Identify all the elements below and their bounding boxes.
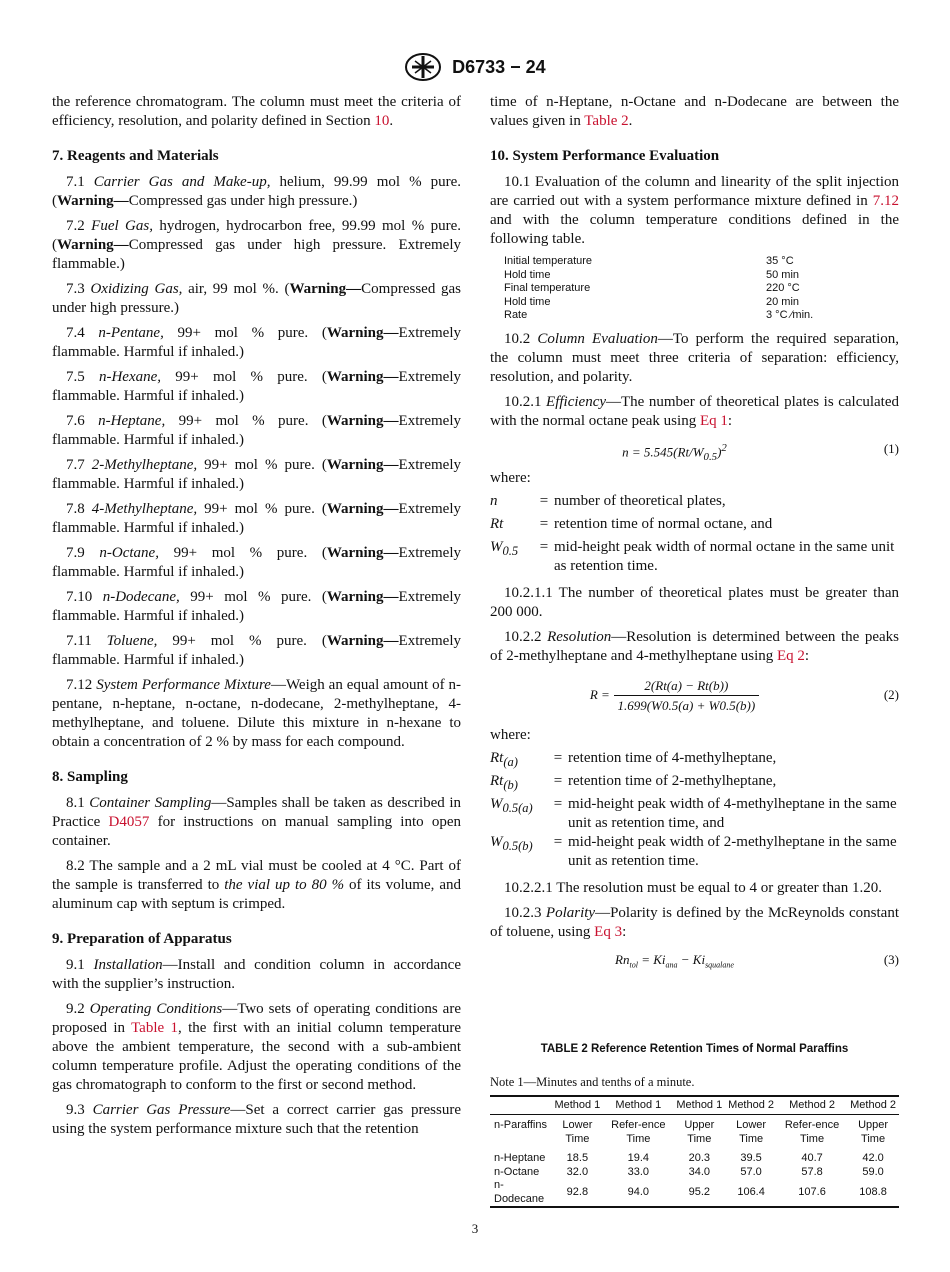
definition-symbol: $W_{0.5(b)}$ bbox=[490, 833, 533, 853]
reagent-item: 7.1 Carrier Gas and Make-up, helium, 99.99 mol % pure. (Warning—Compressed gas under high pressure.) bbox=[52, 174, 461, 209]
section-7-heading: 7. Reagents and Materials bbox=[52, 148, 219, 164]
condition-row bbox=[504, 309, 899, 323]
definition-row: $W_{0.5(a)}$ = mid-height peak width of 4-methylheptane in the same unit as retention time, and bbox=[490, 795, 899, 833]
warning-label: Warning— bbox=[326, 589, 399, 605]
paragraph-10-2-1-1: 10.2.1.1 The number of theoretical plates must be greater than 200 000. bbox=[490, 584, 899, 620]
paragraph-10-2-1: 10.2.1 Efficiency—The number of theoretical plates is calculated with the normal octane peak using Eq 1: bbox=[490, 393, 899, 429]
condition-label: Hold time bbox=[504, 268, 551, 281]
condition-label: Initial temperature bbox=[504, 255, 593, 267]
equation-2-number: (2) bbox=[883, 686, 899, 702]
paragraph-9-2: 9.2 Operating Conditions—Two sets of operating conditions are proposed in Table 1, the first with an initial column temperature above the ambient temperature, the second with a sub-ambient column temperature profile. Adjust the operating conditions of the gas chromatograph to conform to the first or second method. bbox=[52, 1001, 461, 1093]
condition-label: Final temperature bbox=[504, 282, 591, 294]
condition-row bbox=[504, 255, 899, 269]
reagent-item: 7.8 4-Methylheptane, 99+ mol % pure. (Warning—Extremely flammable. Harmful if inhaled.) bbox=[52, 501, 462, 536]
paragraph-10-2: 10.2 Column Evaluation—To perform the required separation, the column must meet three criteria of separation: efficiency, resolution, and polarity. bbox=[490, 330, 900, 385]
table-cell: 20.3 bbox=[688, 1152, 711, 1164]
definition-symbol: $W_{0.5}$ bbox=[490, 538, 519, 558]
definitions-eq-1 bbox=[490, 492, 899, 576]
reagent-item: 7.3 Oxidizing Gas, air, 99 mol %. (Warning—Compressed gas under high pressure.) bbox=[52, 281, 462, 316]
definition-row: Rt = retention time of normal octane, and bbox=[490, 515, 899, 538]
section-10-heading: 10. System Performance Evaluation bbox=[490, 148, 720, 164]
definition-row: $Rt_{(b)}$ = retention time of 2-methylheptane, bbox=[490, 772, 899, 795]
definition-row: n = number of theoretical plates, bbox=[490, 492, 899, 515]
definition-symbol: $W_{0.5(a)}$ bbox=[490, 795, 533, 815]
column-subheader: Refer-ence Time bbox=[784, 1119, 840, 1145]
section-8-heading: 8. Sampling bbox=[52, 769, 128, 785]
paragraph-10-2-2: 10.2.2 Resolution—Resolution is determined between the peaks of 2-methylheptane and 4-methylheptane using Eq 2: bbox=[490, 628, 900, 664]
condition-value: 220 °C bbox=[766, 282, 800, 294]
table-cell: 92.8 bbox=[566, 1185, 589, 1198]
table-cell: 106.4 bbox=[737, 1185, 765, 1198]
document-id: D6733 − 24 bbox=[452, 56, 546, 77]
table-cell: 107.6 bbox=[798, 1185, 826, 1198]
column-header: Method 2 bbox=[725, 1096, 777, 1115]
table-subheader-row bbox=[490, 1115, 899, 1153]
table-cell: 95.2 bbox=[688, 1185, 711, 1198]
equation-3-number: (3) bbox=[883, 951, 899, 967]
eq-2-link[interactable]: Eq 2 bbox=[777, 647, 805, 664]
column-header bbox=[490, 1096, 551, 1115]
table-cell: 42.0 bbox=[862, 1152, 884, 1164]
continuation-paragraph: time of n-Heptane, n-Octane and n-Dodecane are between the values given in Table 2. bbox=[490, 94, 899, 129]
table-cell: 32.0 bbox=[566, 1165, 589, 1178]
reagent-item: 7.7 2-Methylheptane, 99+ mol % pure. (Warning—Extremely flammable. Harmful if inhaled.) bbox=[52, 457, 462, 492]
right-column bbox=[490, 93, 899, 1208]
table-row bbox=[490, 1152, 899, 1166]
definition-symbol: n bbox=[490, 492, 498, 509]
definition-text: mid-height peak width of 2-methylheptane in the same unit as retention time. bbox=[568, 833, 897, 869]
table-cell: 40.7 bbox=[801, 1152, 823, 1164]
where-label-1: where: bbox=[490, 469, 531, 486]
section-10-link[interactable]: 10 bbox=[374, 113, 390, 129]
equation-3: $Rn_{tol} = Ki_{ana} - Ki_{squalane}$ (3) bbox=[615, 951, 899, 970]
warning-label: Warning— bbox=[326, 369, 399, 385]
column-header: Method 1 bbox=[603, 1096, 673, 1115]
column-subheader: Lower Time bbox=[562, 1119, 593, 1145]
column-header: Method 2 bbox=[847, 1096, 899, 1115]
condition-row bbox=[504, 296, 899, 310]
paragraph-9-3: 9.3 Carrier Gas Pressure—Set a correct carrier gas pressure using the system performance mixture such that the retention bbox=[52, 1102, 461, 1137]
definition-text: retention time of 4-methylheptane, bbox=[568, 749, 777, 766]
paragraph-10-2-3: 10.2.3 Polarity—Polarity is defined by the McReynolds constant of toluene, using Eq 3: bbox=[490, 904, 900, 940]
reagent-item: 7.10 n-Dodecane, 99+ mol % pure. (Warning—Extremely flammable. Harmful if inhaled.) bbox=[52, 589, 462, 624]
d4057-link[interactable]: D4057 bbox=[108, 814, 150, 830]
condition-label: Hold time bbox=[504, 295, 551, 308]
row-label: n-Heptane bbox=[494, 1152, 546, 1164]
table-1-link[interactable]: Table 1 bbox=[131, 1020, 178, 1036]
definition-text: mid-height peak width of 4-methylheptane in the same unit as retention time, and bbox=[568, 795, 897, 831]
definition-row: $W_{0.5}$ = mid-height peak width of normal octane in the same unit as retention time. bbox=[490, 538, 899, 576]
paragraph-8-1: 8.1 Container Sampling—Samples shall be taken as described in Practice D4057 for instructions on manual sampling into open container. bbox=[52, 795, 462, 849]
intro-paragraph: the reference chromatogram. The column must meet the criteria of efficiency, resolution, and polarity defined in Section 10. bbox=[52, 94, 461, 129]
warning-label: Warning— bbox=[289, 281, 362, 297]
definition-symbol: Rt bbox=[490, 515, 504, 532]
table-cell: 94.0 bbox=[627, 1185, 650, 1198]
column-subheader: Upper Time bbox=[684, 1119, 715, 1145]
paragraph-9-1: 9.1 Installation—Install and condition column in accordance with the supplier’s instruction. bbox=[52, 957, 462, 992]
reagent-item: 7.2 Fuel Gas, hydrogen, hydrocarbon free, 99.99 mol % pure. (Warning—Compressed gas under high pressure. Extremely flammable.) bbox=[52, 218, 461, 272]
eq-3-link[interactable]: Eq 3 bbox=[594, 923, 623, 940]
astm-logo-icon bbox=[404, 52, 442, 82]
column-header: Method 2 bbox=[777, 1096, 847, 1115]
table-cell: 34.0 bbox=[688, 1165, 711, 1178]
table-cell: 57.8 bbox=[801, 1165, 823, 1178]
warning-label: Warning— bbox=[326, 633, 399, 649]
page-header bbox=[0, 52, 950, 82]
definition-text: number of theoretical plates, bbox=[554, 492, 726, 509]
left-column bbox=[52, 93, 461, 1145]
paragraph-7-12: 7.12 System Performance Mixture—Weigh an equal amount of n-pentane, n-heptane, n-octane, n-dodecane, 2-methylheptane, 4-methylheptane, and toluene. Dilute this mixture in n-hexane to obtain a concentration of 2 % by mass for each compound. bbox=[52, 677, 462, 750]
where-label-2: where: bbox=[490, 726, 531, 743]
warning-label: Warning— bbox=[326, 325, 399, 341]
column-header: Method 1 bbox=[551, 1096, 603, 1115]
condition-value: 50 min bbox=[766, 268, 800, 281]
table-row bbox=[490, 1179, 899, 1207]
paragraph-10-2-2-1: 10.2.2.1 The resolution must be equal to 4 or greater than 1.20. bbox=[504, 879, 882, 896]
definition-symbol: $Rt_{(b)}$ bbox=[490, 772, 518, 792]
retention-times-table bbox=[490, 1095, 899, 1209]
section-9-heading: 9. Preparation of Apparatus bbox=[52, 931, 232, 947]
column-subheader: Lower Time bbox=[736, 1119, 767, 1145]
definition-text: mid-height peak width of normal octane in the same unit as retention time. bbox=[554, 538, 895, 574]
row-label: n-Dodecane bbox=[494, 1179, 545, 1205]
condition-value: 20 min bbox=[766, 295, 800, 308]
eq-1-link[interactable]: Eq 1 bbox=[699, 412, 728, 429]
column-subheader: n-Paraffins bbox=[494, 1119, 547, 1131]
table-2-note: Note 1—Minutes and tenths of a minute. bbox=[490, 1074, 695, 1089]
equation-2: R = $\frac{2(Rt(a) - Rt(b))}{1.699(W0.5(a) + W0.5(b))}$ (2) bbox=[589, 677, 899, 713]
reagent-item: 7.6 n-Heptane, 99+ mol % pure. (Warning—Extremely flammable. Harmful if inhaled.) bbox=[52, 413, 462, 448]
warning-label: Warning— bbox=[326, 501, 399, 517]
equation-1: $n = 5.545(Rt/W_{0.5})^2$ (1) bbox=[622, 440, 899, 463]
warning-label: Warning— bbox=[326, 413, 399, 429]
table-header-row bbox=[490, 1096, 899, 1115]
table-cell: 18.5 bbox=[566, 1152, 589, 1164]
warning-label: Warning— bbox=[57, 237, 129, 253]
equation-1-number: (1) bbox=[883, 440, 899, 456]
condition-value: 35 °C bbox=[766, 255, 794, 267]
warning-label: Warning— bbox=[326, 545, 399, 561]
warning-label: Warning— bbox=[57, 193, 129, 209]
column-subheader: Refer-ence Time bbox=[611, 1119, 666, 1145]
paragraph-10-1: 10.1 Evaluation of the column and linearity of the split injection are carried out with a system performance mixture defined in 7.12 and with the column temperature conditions defined in the following table. bbox=[490, 174, 899, 247]
paragraph-8-2: 8.2 The sample and a 2 mL vial must be cooled at 4 °C. Part of the sample is transferred to the vial up to 80 % of its volume, and aluminum cap with septum is crimped. bbox=[52, 858, 461, 912]
condition-value: 3 °C ⁄min. bbox=[766, 309, 814, 321]
reagent-item: 7.5 n-Hexane, 99+ mol % pure. (Warning—Extremely flammable. Harmful if inhaled.) bbox=[52, 369, 462, 404]
condition-row bbox=[504, 269, 899, 283]
definition-row: $W_{0.5(b)}$ = mid-height peak width of 2-methylheptane in the same unit as retention time. bbox=[490, 833, 899, 871]
table-2-title: TABLE 2 Reference Retention Times of Normal Paraffins bbox=[540, 1042, 849, 1055]
section-7-12-link[interactable]: 7.12 bbox=[872, 193, 899, 209]
table-cell: 39.5 bbox=[740, 1152, 762, 1164]
table-cell: 19.4 bbox=[627, 1152, 650, 1164]
reagent-item: 7.9 n-Octane, 99+ mol % pure. (Warning—Extremely flammable. Harmful if inhaled.) bbox=[52, 545, 462, 580]
condition-row bbox=[504, 282, 899, 296]
definitions-eq-2 bbox=[490, 749, 899, 871]
table-2-link[interactable]: Table 2 bbox=[584, 113, 629, 129]
section-7-items bbox=[52, 173, 461, 670]
definition-row: $Rt_{(a)}$ = retention time of 4-methylheptane, bbox=[490, 749, 899, 772]
table-cell: 57.0 bbox=[740, 1165, 762, 1178]
condition-label: Rate bbox=[504, 309, 528, 321]
column-header: Method 1 bbox=[673, 1096, 725, 1115]
temperature-conditions-table bbox=[504, 255, 899, 323]
definition-symbol: $Rt_{(a)}$ bbox=[490, 749, 518, 769]
row-label: n-Octane bbox=[494, 1165, 540, 1178]
column-subheader: Upper Time bbox=[858, 1119, 889, 1145]
table-cell: 59.0 bbox=[862, 1165, 884, 1178]
table-cell: 108.8 bbox=[859, 1185, 887, 1198]
reagent-item: 7.4 n-Pentane, 99+ mol % pure. (Warning—Extremely flammable. Harmful if inhaled.) bbox=[52, 325, 462, 360]
definition-text: retention time of 2-methylheptane, bbox=[568, 772, 777, 789]
table-row bbox=[490, 1166, 899, 1180]
page-number: 3 bbox=[471, 1221, 479, 1236]
definition-text: retention time of normal octane, and bbox=[554, 515, 773, 532]
warning-label: Warning— bbox=[326, 457, 399, 473]
table-cell: 33.0 bbox=[627, 1165, 650, 1178]
reagent-item: 7.11 Toluene, 99+ mol % pure. (Warning—Extremely flammable. Harmful if inhaled.) bbox=[52, 633, 462, 668]
